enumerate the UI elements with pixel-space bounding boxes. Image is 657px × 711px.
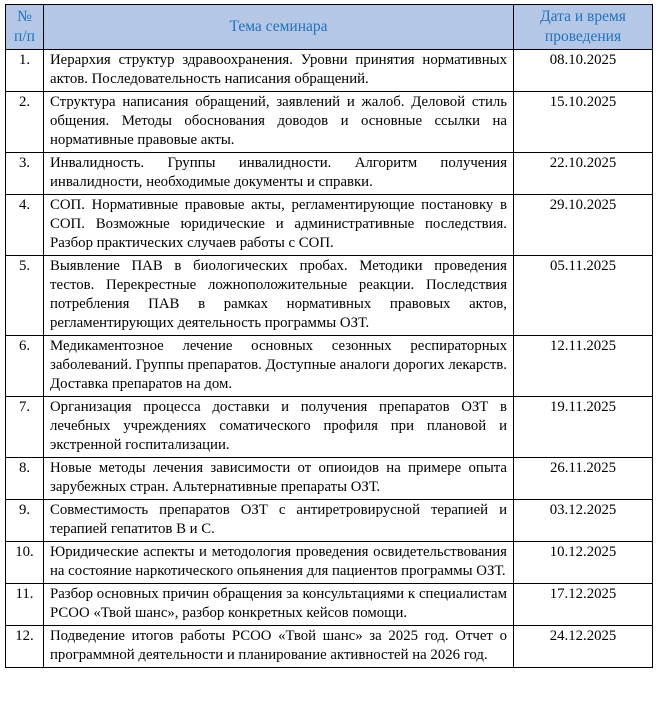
row-number: 10. (6, 542, 44, 584)
table-row (6, 500, 653, 542)
seminar-date: 24.12.2025 (514, 626, 653, 668)
seminar-date: 10.12.2025 (514, 542, 653, 584)
seminar-topic: СОП. Нормативные правовые акты, регламентирующие постановку в СОП. Возможные юридические и административные последствия. Разбор практических случаев работы с СОП. (44, 195, 514, 256)
seminar-topic: Новые методы лечения зависимости от опиоидов на примере опыта зарубежных стран. Альтернативные препараты ОЗТ. (44, 458, 514, 500)
table-row (6, 542, 653, 584)
seminar-topic: Совместимость препаратов ОЗТ с антиретровирусной терапией и терапией гепатитов В и С. (44, 500, 514, 542)
seminar-topic: Организация процесса доставки и получения препаратов ОЗТ в лечебных учреждениях соматического профиля при плановой и экстренной госпитализации. (44, 397, 514, 458)
row-number: 4. (6, 195, 44, 256)
seminar-date: 03.12.2025 (514, 500, 653, 542)
seminar-date: 19.11.2025 (514, 397, 653, 458)
table-row (6, 397, 653, 458)
seminar-date: 08.10.2025 (514, 50, 653, 92)
seminar-date: 12.11.2025 (514, 336, 653, 397)
row-number: 11. (6, 584, 44, 626)
row-number: 6. (6, 336, 44, 397)
seminar-topic: Разбор основных причин обращения за консультациями к специалистам РСОО «Твой шанс», разбор конкретных кейсов помощи. (44, 584, 514, 626)
row-number: 5. (6, 256, 44, 336)
seminar-date: 29.10.2025 (514, 195, 653, 256)
col-header-date: Дата и время проведения (514, 5, 653, 50)
table-row (6, 195, 653, 256)
table-row (6, 153, 653, 195)
table-row (6, 50, 653, 92)
seminar-date: 05.11.2025 (514, 256, 653, 336)
seminar-topic: Медикаментозное лечение основных сезонных респираторных заболеваний. Группы препаратов. Доступные аналоги дорогих лекарств. Доставка препаратов на дом. (44, 336, 514, 397)
header-row (6, 5, 653, 50)
seminar-date: 26.11.2025 (514, 458, 653, 500)
row-number: 3. (6, 153, 44, 195)
col-header-num: № п/п (6, 5, 44, 50)
col-header-topic: Тема семинара (44, 5, 514, 50)
table-row (6, 336, 653, 397)
seminar-schedule-table (5, 4, 653, 668)
table-row (6, 458, 653, 500)
seminar-topic: Выявление ПАВ в биологических пробах. Методики проведения тестов. Перекрестные ложноположительные реакции. Последствия потребления ПАВ в рамках нормативных правовых актов, регламентирующих деятельность программы ОЗТ. (44, 256, 514, 336)
seminar-date: 22.10.2025 (514, 153, 653, 195)
seminar-topic: Иерархия структур здравоохранения. Уровни принятия нормативных актов. Последовательность написания обращений. (44, 50, 514, 92)
seminar-topic: Структура написания обращений, заявлений и жалоб. Деловой стиль общения. Методы обоснования доводов и основные ссылки на нормативные правовые акты. (44, 92, 514, 153)
row-number: 9. (6, 500, 44, 542)
row-number: 8. (6, 458, 44, 500)
table-row (6, 626, 653, 668)
table-row (6, 256, 653, 336)
seminar-topic: Подведение итогов работы РСОО «Твой шанс» за 2025 год. Отчет о программной деятельности и планирование активностей на 2026 год. (44, 626, 514, 668)
table-row (6, 584, 653, 626)
seminar-topic: Юридические аспекты и методология проведения освидетельствования на состояние наркотического опьянения для пациентов программы ОЗТ. (44, 542, 514, 584)
seminar-date: 17.12.2025 (514, 584, 653, 626)
row-number: 12. (6, 626, 44, 668)
table-row (6, 92, 653, 153)
row-number: 1. (6, 50, 44, 92)
seminar-topic: Инвалидность. Группы инвалидности. Алгоритм получения инвалидности, необходимые документы и справки. (44, 153, 514, 195)
row-number: 7. (6, 397, 44, 458)
seminar-date: 15.10.2025 (514, 92, 653, 153)
row-number: 2. (6, 92, 44, 153)
